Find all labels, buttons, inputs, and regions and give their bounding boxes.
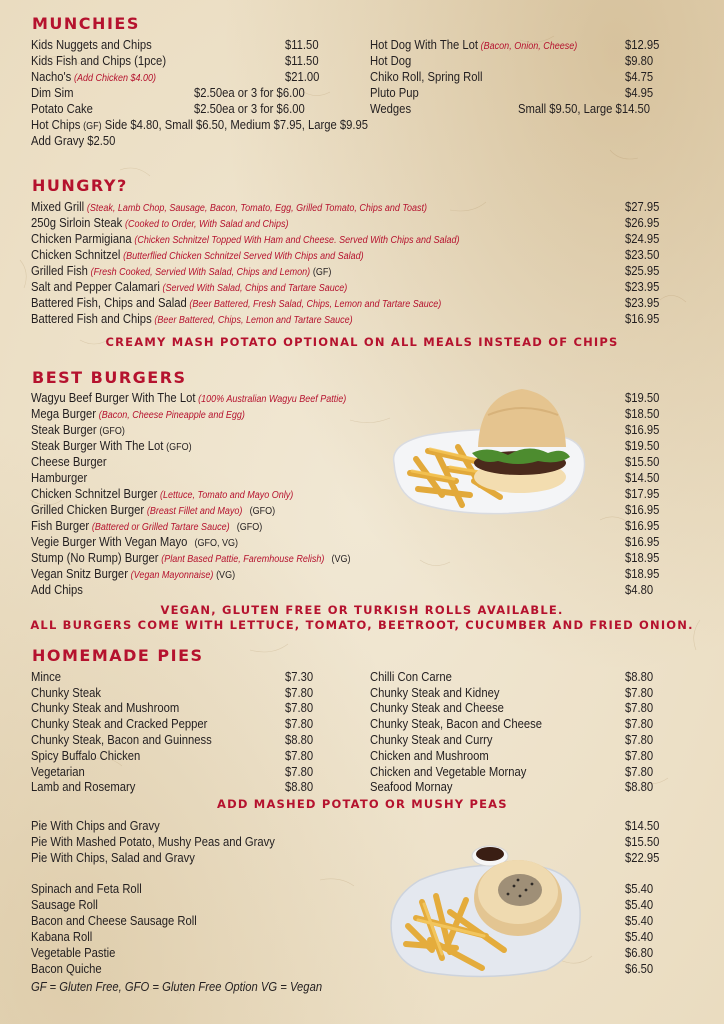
menu-item: Fish Burger (Battered or Grilled Tartare Sauce) (GFO) [31,519,263,533]
menu-price: Small $9.50, Large $14.50 [518,102,650,116]
menu-price: $5.40 [625,930,654,944]
menu-price: $8.80 [625,780,654,794]
menu-item: Chunky Steak and Mushroom [31,701,180,715]
burger-and-chips-photo [388,385,588,517]
menu-item: Stump (No Rump) Burger (Plant Based Pattie, Faremhouse Relish) (VG) [31,551,351,565]
menu-item: Vegetable Pastie [31,946,116,960]
menu-price: $16.95 [625,519,660,533]
item-description: (Vegan Mayonnaise) [130,570,214,581]
menu-item: Sausage Roll [31,898,98,912]
menu-price: $6.50 [625,962,654,976]
menu-item: Chunky Steak and Cheese [370,701,504,715]
menu-item: Spicy Buffalo Chicken [31,749,141,763]
menu-item: Battered Fish, Chips and Salad (Beer Battered, Fresh Salad, Chips, Lemon and Tartare Sauce) [31,296,442,310]
menu-item-hot-chips: Hot Chips (GF) Side $4.80, Small $6.50, Medium $7.95, Large $9.95 [31,118,369,132]
menu-price: $7.80 [625,686,654,700]
menu-price: $2.50ea or 3 for $6.00 [194,102,305,116]
menu-price: $7.80 [625,765,654,779]
menu-price: $4.75 [625,70,654,84]
menu-price: $7.30 [285,670,314,684]
dietary-tag: (GFO) [249,506,276,517]
menu-price: $27.95 [625,200,660,214]
menu-item: Vegie Burger With Vegan Mayo (GFO, VG) [31,535,239,549]
menu-item: Vegetarian [31,765,85,779]
menu-price: $5.40 [625,898,654,912]
menu-item: Chunky Steak, Bacon and Cheese [370,717,542,731]
menu-price: $18.95 [625,567,660,581]
item-description: (Chicken Schnitzel Topped With Ham and Cheese. Served With Chips and Salad) [134,235,460,246]
menu-item: Chunky Steak, Bacon and Guinness [31,733,212,747]
menu-item: Chicken Parmigiana (Chicken Schnitzel Topped With Ham and Cheese. Served With Chips and Salad) [31,232,460,246]
menu-item: Chunky Steak and Curry [370,733,493,747]
pie-and-chips-photo [386,840,582,980]
hot-chips-prices: Side $4.80, Small $6.50, Medium $7.95, Large $9.95 [104,118,369,132]
section-title-pies: HOMEMADE PIES [32,646,204,665]
menu-item: Pluto Pup [370,86,419,100]
menu-price: $14.50 [625,471,660,485]
menu-price: $8.80 [285,780,314,794]
menu-price: $26.95 [625,216,660,230]
menu-item: Potato Cake [31,102,93,116]
menu-item: Add Chips [31,583,83,597]
menu-item: Battered Fish and Chips (Beer Battered, Chips, Lemon and Tartare Sauce) [31,312,353,326]
menu-item: Bacon Quiche [31,962,102,976]
menu-price: $7.80 [625,749,654,763]
menu-item: Hamburger [31,471,88,485]
dietary-tag: (GFO) [236,522,263,533]
menu-item: Seafood Mornay [370,780,453,794]
menu-price: $8.80 [625,670,654,684]
menu-price: $24.95 [625,232,660,246]
menu-price: $16.95 [625,312,660,326]
menu-price: $12.95 [625,38,660,52]
menu-price: $15.50 [625,835,660,849]
menu-item: Chicken Schnitzel (Butterflied Chicken Schnitzel Served With Chips and Salad) [31,248,364,262]
menu-price: $4.80 [625,583,654,597]
menu-price: $16.95 [625,503,660,517]
menu-price: $7.80 [625,701,654,715]
menu-item: Chunky Steak [31,686,102,700]
menu-price: $14.50 [625,819,660,833]
item-description: (Butterflied Chicken Schnitzel Served With Chips and Salad) [123,251,364,262]
menu-price: $18.50 [625,407,660,421]
menu-price: $7.80 [285,749,314,763]
menu-price: $16.95 [625,535,660,549]
menu-item: Mixed Grill (Steak, Lamb Chop, Sausage, Bacon, Tomato, Egg, Grilled Tomato, Chips and Toast) [31,200,428,214]
menu-price: $4.95 [625,86,654,100]
burger-roll-note: VEGAN, GLUTEN FREE OR TURKISH ROLLS AVAILABLE. ALL BURGERS COME WITH LETTUCE, TOMATO, BEETROOT, CUCUMBER AND FRIED ONION. [30,603,694,632]
menu-item: Salt and Pepper Calamari (Served With Salad, Chips and Tartare Sauce) [31,280,348,294]
menu-item: Mega Burger (Bacon, Cheese Pineapple and Egg) [31,407,245,421]
item-description: (Served With Salad, Chips and Tartare Sauce) [162,283,348,294]
menu-price: $7.80 [285,701,314,715]
dietary-tag: (GF) [312,267,332,278]
item-description: (Beer Battered, Fresh Salad, Chips, Lemon and Tartare Sauce) [189,299,442,310]
menu-item: Dim Sim [31,86,74,100]
menu-item: Kabana Roll [31,930,93,944]
menu-item: Chiko Roll, Spring Roll [370,70,483,84]
menu-price: $21.00 [285,70,320,84]
menu-price: $17.95 [625,487,660,501]
menu-item: Chicken and Vegetable Mornay [370,765,527,779]
menu-price: $22.95 [625,851,660,865]
dietary-tag: (GFO) [99,426,125,437]
menu-item: Chunky Steak and Kidney [370,686,500,700]
item-description: (Plant Based Pattie, Faremhouse Relish) [161,554,325,565]
menu-price: $19.50 [625,439,660,453]
menu-item: Chicken and Mushroom [370,749,489,763]
menu-item: Lamb and Rosemary [31,780,136,794]
menu-item: Vegan Snitz Burger (Vegan Mayonnaise) (VG) [31,567,236,581]
menu-price: $11.50 [285,54,319,68]
dietary-legend: GF = Gluten Free, GFO = Gluten Free Option VG = Vegan [31,980,323,994]
menu-price: $7.80 [285,686,314,700]
menu-item: Chilli Con Carne [370,670,452,684]
menu-item: Steak Burger With The Lot (GFO) [31,439,192,453]
item-description: (Bacon, Onion, Cheese) [480,41,578,52]
menu-item: Nacho's (Add Chicken $4.00) [31,70,157,84]
item-description: (Beer Battered, Chips, Lemon and Tartare Sauce) [154,315,353,326]
menu-price: $16.95 [625,423,660,437]
menu-item: Pie With Chips and Gravy [31,819,160,833]
item-description: (Battered or Grilled Tartare Sauce) [91,522,230,533]
mash-potato-note: CREAMY MASH POTATO OPTIONAL ON ALL MEALS INSTEAD OF CHIPS [105,335,619,349]
menu-item: Spinach and Feta Roll [31,882,142,896]
menu-price: $7.80 [285,717,314,731]
section-title-burgers: BEST BURGERS [32,368,187,387]
section-title-munchies: MUNCHIES [32,14,140,33]
menu-price: $8.80 [285,733,314,747]
menu-price: $18.95 [625,551,660,565]
menu-price: $9.80 [625,54,654,68]
menu-item: 250g Sirloin Steak (Cooked to Order, With Salad and Chips) [31,216,289,230]
dietary-tag: (VG) [331,554,351,565]
item-description: (Add Chicken $4.00) [74,73,157,84]
item-description: (Cooked to Order, With Salad and Chips) [125,219,289,230]
menu-price: $2.50ea or 3 for $6.00 [194,86,305,100]
dietary-tag: (GFO, VG) [194,538,239,549]
menu-price: $6.80 [625,946,654,960]
menu-item: Kids Fish and Chips (1pce) [31,54,167,68]
dietary-tag: (GF) [83,121,102,132]
menu-item: Wedges [370,102,412,116]
menu-item: Hot Dog [370,54,412,68]
menu-item: Wagyu Beef Burger With The Lot (100% Australian Wagyu Beef Pattie) [31,391,347,405]
menu-price: $11.50 [285,38,319,52]
item-description: (Bacon, Cheese Pineapple and Egg) [98,410,245,421]
menu-price: $15.50 [625,455,660,469]
section-title-hungry: HUNGRY? [32,176,128,195]
menu-price: $25.95 [625,264,660,278]
menu-item: Steak Burger (GFO) [31,423,125,437]
menu-price: $23.95 [625,296,660,310]
menu-item: Chunky Steak and Cracked Pepper [31,717,208,731]
menu-item: Grilled Chicken Burger (Breast Fillet and Mayo) (GFO) [31,503,276,517]
menu-price: $5.40 [625,914,654,928]
menu-item: Pie With Chips, Salad and Gravy [31,851,195,865]
item-description: (Breast Fillet and Mayo) [146,506,243,517]
menu-item: Grilled Fish (Fresh Cooked, Servied With Salad, Chips and Lemon) (GF) [31,264,332,278]
dietary-tag: (VG) [216,570,236,581]
menu-price: $23.50 [625,248,660,262]
menu-item: Bacon and Cheese Sausage Roll [31,914,197,928]
mashed-potato-note: ADD MASHED POTATO OR MUSHY PEAS [217,797,508,811]
menu-item: Mince [31,670,62,684]
menu-price: $7.80 [285,765,314,779]
menu-price: $7.80 [625,733,654,747]
menu-item: Hot Dog With The Lot (Bacon, Onion, Cheese) [370,38,578,52]
item-description: (Fresh Cooked, Servied With Salad, Chips and Lemon) [90,267,311,278]
menu-price: $23.95 [625,280,660,294]
menu-item: Kids Nuggets and Chips [31,38,152,52]
menu-price: $5.40 [625,882,654,896]
menu-item: Cheese Burger [31,455,107,469]
menu-item: Pie With Mashed Potato, Mushy Peas and Gravy [31,835,275,849]
item-description: (Steak, Lamb Chop, Sausage, Bacon, Tomato, Egg, Grilled Tomato, Chips and Toast) [86,203,428,214]
item-description: (100% Australian Wagyu Beef Pattie) [198,394,347,405]
dietary-tag: (GFO) [166,442,192,453]
item-description: (Lettuce, Tomato and Mayo Only) [160,490,294,501]
menu-price: $19.50 [625,391,660,405]
menu-price: $7.80 [625,717,654,731]
add-gravy: Add Gravy $2.50 [31,134,116,148]
menu-item: Chicken Schnitzel Burger (Lettuce, Tomato and Mayo Only) [31,487,294,501]
